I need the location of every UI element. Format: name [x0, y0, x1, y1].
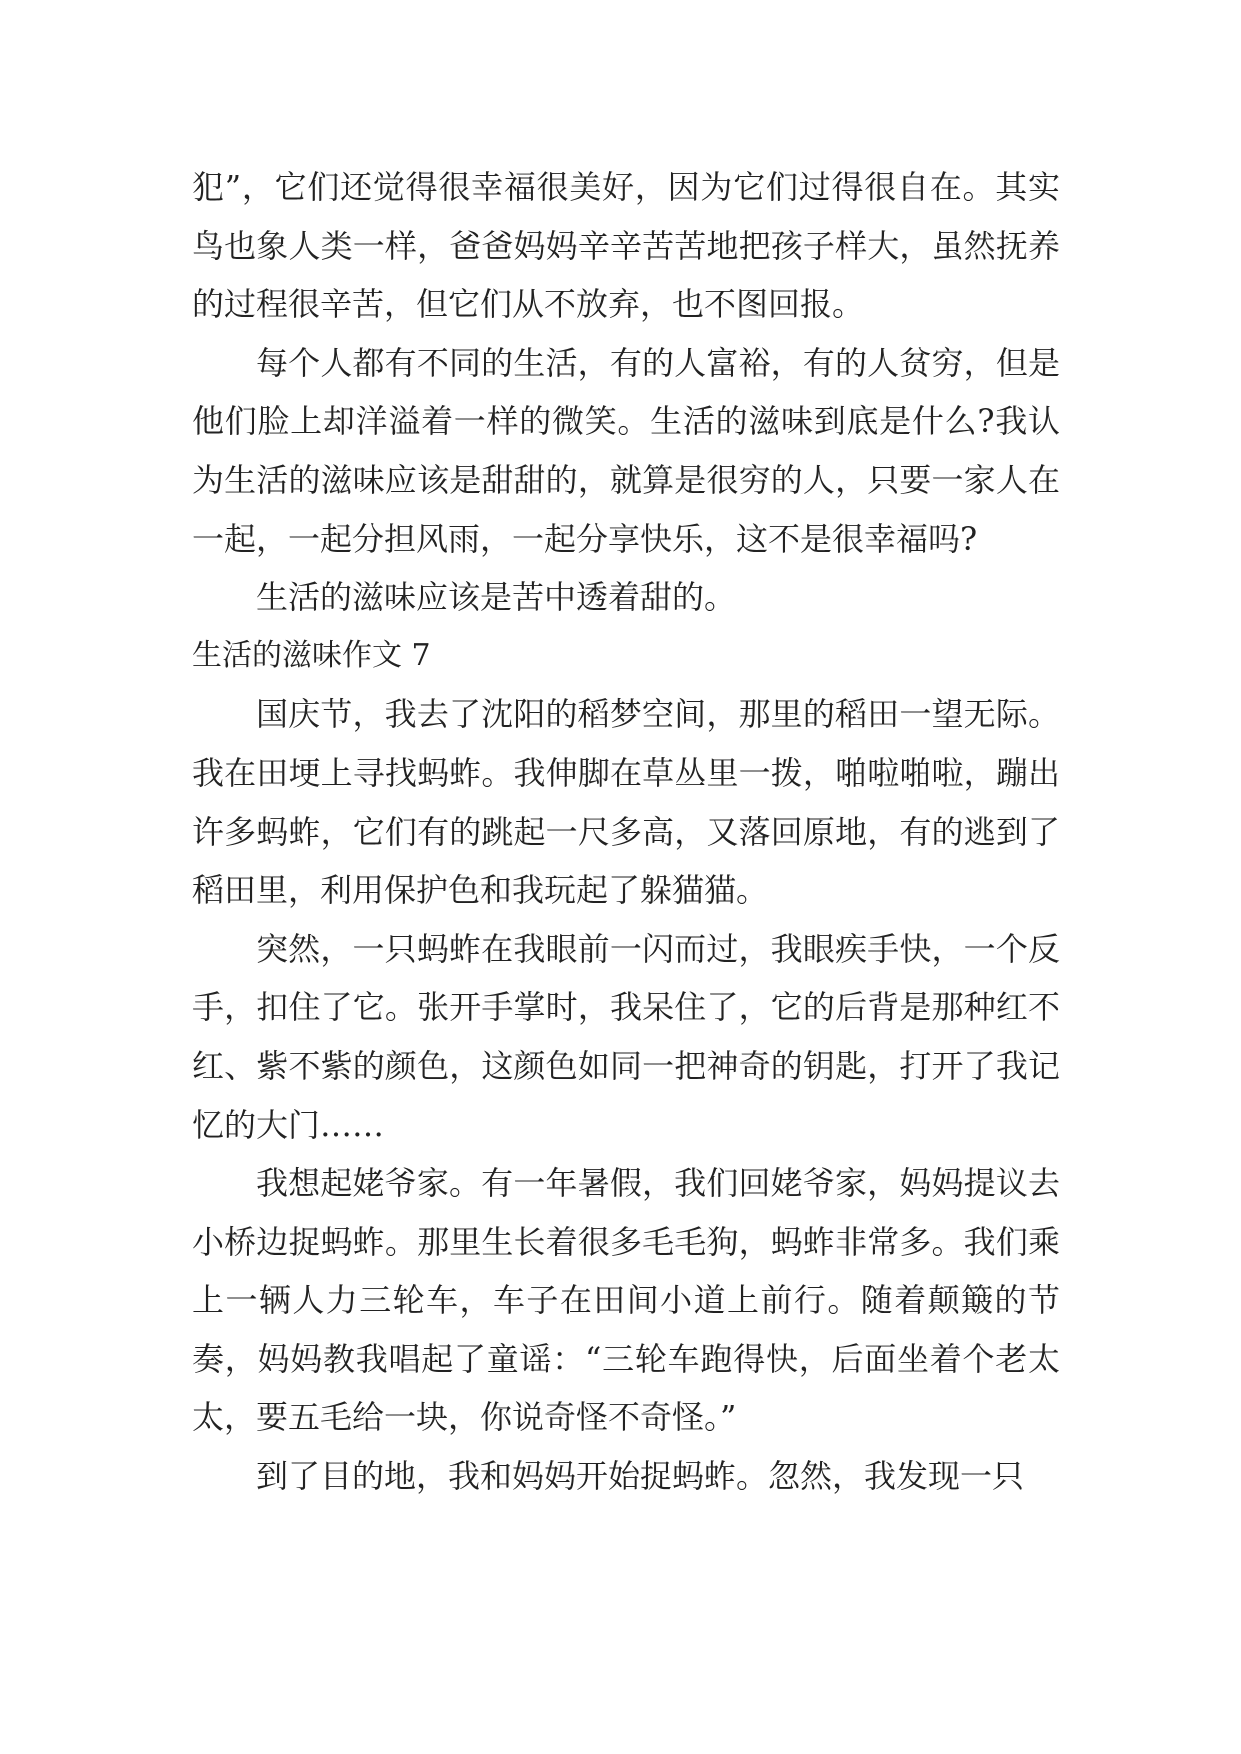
paragraph: 到了目的地，我和妈妈开始捉蚂蚱。忽然，我发现一只 [256, 1457, 1025, 1496]
paragraph: 我想起姥爷家。有一年暑假，我们回姥爷家，妈妈提议去小桥边捉蚂蚱。那里生长着很多毛毛狗，蚂蚱非常多。我们乘上一辆人力三轮车，车子在田间小道上前行。随着颠簸的节奏，妈妈教我唱起了童谣：“三轮车跑得快，后面坐着个老太太，要五毛给一块，你说奇怪不奇怪。” [192, 1164, 1060, 1437]
paragraph: 突然，一只蚂蚱在我眼前一闪而过，我眼疾手快，一个反手，扣住了它。张开手掌时，我呆住了，它的后背是那种红不红、紫不紫的颜色，这颜色如同一把神奇的钥匙，打开了我记忆的大门…… [192, 929, 1060, 1144]
paragraph: 国庆节，我去了沈阳的稻梦空间，那里的稻田一望无际。我在田埂上寻找蚂蚱。我伸脚在草丛里一拨，啪啦啪啦，蹦出许多蚂蚱，它们有的跳起一尺多高，又落回原地，有的逃到了稻田里，利用保护色和我玩起了躲猫猫。 [192, 695, 1060, 910]
document-body [192, 158, 1060, 1506]
paragraph: 生活的滋味应该是苦中透着甜的。 [256, 578, 737, 617]
section-heading: 生活的滋味作文 7 [192, 637, 431, 673]
paragraph: 每个人都有不同的生活，有的人富裕，有的人贫穷，但是他们脸上却洋溢着一样的微笑。生活的滋味到底是什么?我认为生活的滋味应该是甜甜的，就算是很穷的人，只要一家人在一起，一起分担风雨，一起分享快乐，这不是很幸福吗? [192, 343, 1060, 558]
paragraph: 犯”，它们还觉得很幸福很美好，因为它们过得很自在。其实鸟也象人类一样，爸爸妈妈辛辛苦苦地把孩子样大，虽然抚养的过程很辛苦，但它们从不放弃，也不图回报。 [192, 168, 1060, 324]
